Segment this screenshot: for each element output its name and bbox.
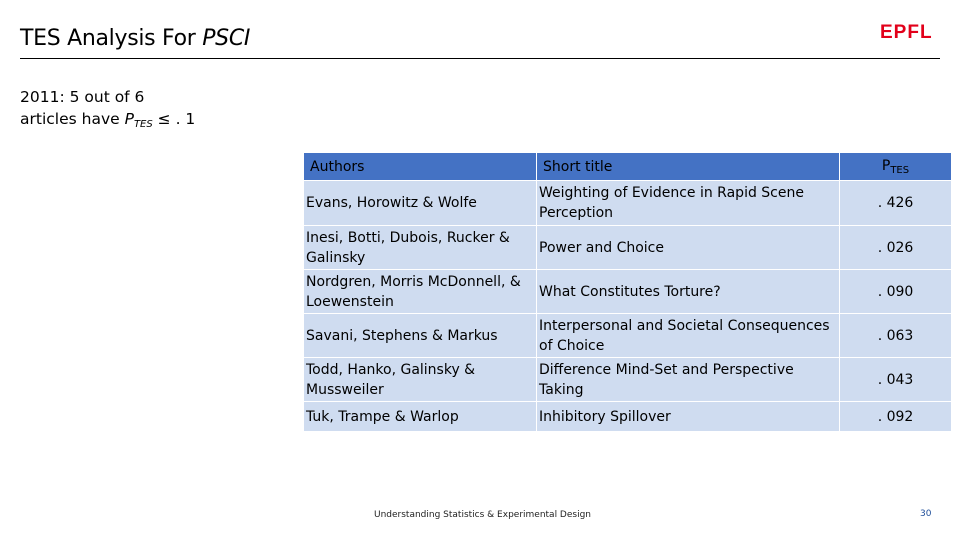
table-row	[304, 226, 952, 270]
intro-line-2-prefix: articles have	[20, 110, 125, 128]
header-p-subscript: TES	[890, 164, 910, 176]
cell-p-tes: . 026	[840, 226, 952, 270]
cell-title: Inhibitory Spillover	[537, 402, 840, 432]
header-p-symbol: P	[881, 157, 891, 174]
title-divider	[20, 58, 940, 59]
table-row	[304, 358, 952, 402]
cell-p-tes: . 090	[840, 270, 952, 314]
footer-text: Understanding Statistics & Experimental Design	[374, 510, 592, 520]
cell-authors: Savani, Stephens & Markus	[304, 314, 537, 358]
intro-p-symbol: P	[124, 110, 134, 128]
cell-title: Weighting of Evidence in Rapid Scene Perception	[537, 181, 840, 226]
cell-authors: Inesi, Botti, Dubois, Rucker & Galinsky	[304, 226, 537, 270]
cell-p-tes: . 092	[840, 402, 952, 432]
table-row	[304, 402, 952, 432]
tes-table	[303, 152, 952, 432]
cell-title: Interpersonal and Societal Consequences of Choice	[537, 314, 840, 358]
cell-p-tes: . 043	[840, 358, 952, 402]
header-p-tes	[840, 153, 952, 181]
table-header-row	[304, 153, 952, 181]
cell-p-tes: . 426	[840, 181, 952, 226]
intro-p-subscript: TES	[133, 119, 153, 130]
table-row	[304, 181, 952, 226]
header-authors: Authors	[304, 153, 537, 181]
page-number: 30	[920, 509, 932, 519]
cell-authors: Nordgren, Morris McDonnell, & Loewenstein	[304, 270, 537, 314]
cell-authors: Todd, Hanko, Galinsky & Mussweiler	[304, 358, 537, 402]
table-row	[304, 314, 952, 358]
slide-title	[20, 26, 250, 51]
header-short-title: Short title	[537, 153, 840, 181]
cell-title: Difference Mind-Set and Perspective Taking	[537, 358, 840, 402]
cell-title: What Constitutes Torture?	[537, 270, 840, 314]
cell-p-tes: . 063	[840, 314, 952, 358]
slide-title-main: TES Analysis For	[20, 26, 203, 51]
epfl-logo: EPFL	[880, 22, 933, 43]
cell-authors: Tuk, Trampe & Warlop	[304, 402, 537, 432]
cell-authors: Evans, Horowitz & Wolfe	[304, 181, 537, 226]
intro-text	[20, 86, 195, 133]
cell-title: Power and Choice	[537, 226, 840, 270]
slide-title-journal: PSCI	[202, 26, 251, 51]
intro-line-2-suffix: ≤ . 1	[152, 110, 196, 128]
table-row	[304, 270, 952, 314]
intro-line-1: 2011: 5 out of 6	[20, 88, 145, 106]
intro-line-2	[20, 108, 195, 133]
